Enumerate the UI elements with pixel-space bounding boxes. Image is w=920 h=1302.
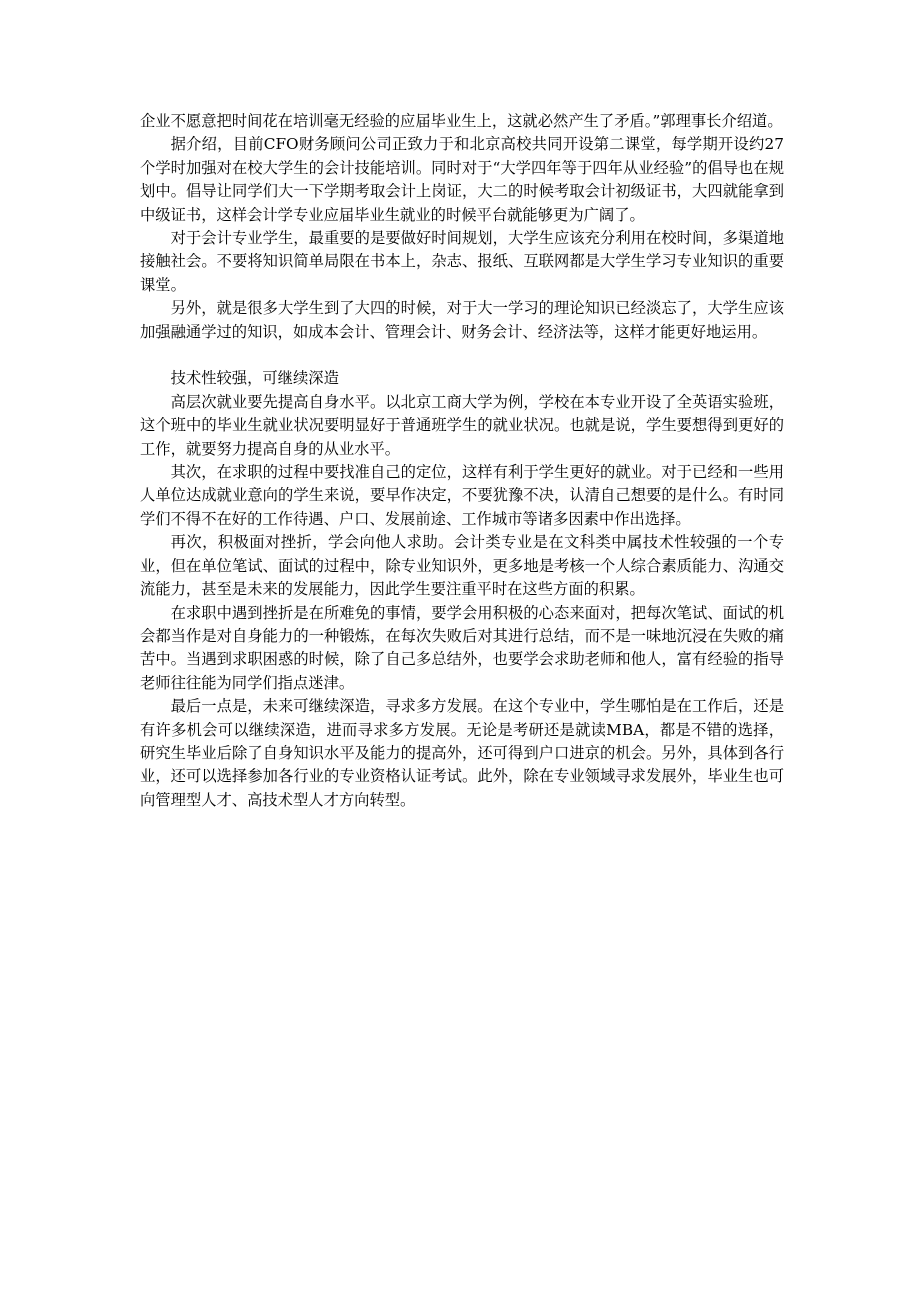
paragraph-time-planning: 对于会计专业学生，最重要的是要做好时间规划，大学生应该充分利用在校时间，多渠道地接触社会。不要将知识简单局限在书本上，杂志、报纸、互联网都是大学生学习专业知识的重要课堂。 bbox=[140, 229, 784, 294]
section-heading: 技术性较强，可继续深造 bbox=[170, 369, 339, 388]
paragraph-continuation: 企业不愿意把时间花在培训毫无经验的应届毕业生上，这就必然产生了矛盾。”郭理事长介绍道。 bbox=[140, 112, 783, 130]
paragraph-employment-level: 高层次就业要先提高自身水平。以北京工商大学为例，学校在本专业开设了全英语实验班，这个班中的毕业生就业状况要明显好于普通班学生的就业状况。也就是说，学生要想得到更好的工作，就要努力提高自身的从业水平。 bbox=[140, 392, 784, 458]
paragraph-knowledge-review: 另外，就是很多大学生到了大四的时候，对于大一学习的理论知识已经淡忘了，大学生应该加强融通学过的知识，如成本会计、管理会计、财务会计、经济法等，这样才能更好地运用。 bbox=[140, 299, 784, 341]
paragraph-job-positioning: 其次，在求职的过程中要找准自己的定位，这样有利于学生更好的就业。对于已经和一些用人单位达成就业意向的学生来说，要早作决定，不要犹豫不决，认清自己想要的是什么。有时同学们不得不在好的工作待遇、户口、发展前途、工作城市等诸多因素中作出选择。 bbox=[140, 463, 784, 528]
blank-line bbox=[140, 344, 784, 367]
paragraph-face-setbacks: 再次，积极面对挫折，学会向他人求助。会计类专业是在文科类中属技术性较强的一个专业，但在单位笔试、面试的过程中，除专业知识外，更多地是考核一个人综合素质能力、沟通交流能力，甚至是未来的发展能力，因此学生要注重平时在这些方面的积累。 bbox=[140, 533, 784, 599]
document-page bbox=[140, 110, 784, 812]
paragraph-further-study: 最后一点是，未来可继续深造，寻求多方发展。在这个专业中，学生哪怕是在工作后，还是有许多机会可以继续深造，进而寻求多方发展。无论是考研还是就读MBA，都是不错的选择，研究生毕业后除了自身知识水平及能力的提高外，还可得到户口进京的机会。另外，具体到各行业，还可以选择参加各行业的专业资格认证考试。此外，除在专业领域寻求发展外，毕业生也可向管理型人才、高技术型人才方向转型。 bbox=[140, 697, 784, 809]
paragraph-cfo-training: 据介绍，目前CFO财务顾问公司正致力于和北京高校共同开设第二课堂，每学期开设约27个学时加强对在校大学生的会计技能培训。同时对于“大学四年等于四年从业经验”的倡导也在规划中。倡导让同学们大一下学期考取会计上岗证，大二的时候考取会计初级证书，大四就能拿到中级证书，这样会计学专业应届毕业生就业的时候平台就能够更为广阔了。 bbox=[140, 135, 784, 224]
paragraph-setback-attitude: 在求职中遇到挫折是在所难免的事情，要学会用积极的心态来面对，把每次笔试、面试的机会都当作是对自身能力的一种锻炼，在每次失败后对其进行总结，而不是一味地沉浸在失败的痛苦中。当遇到求职困惑的时候，除了自己多总结外，也要学会求助老师和他人，富有经验的指导老师往往能为同学们指点迷津。 bbox=[140, 603, 784, 692]
